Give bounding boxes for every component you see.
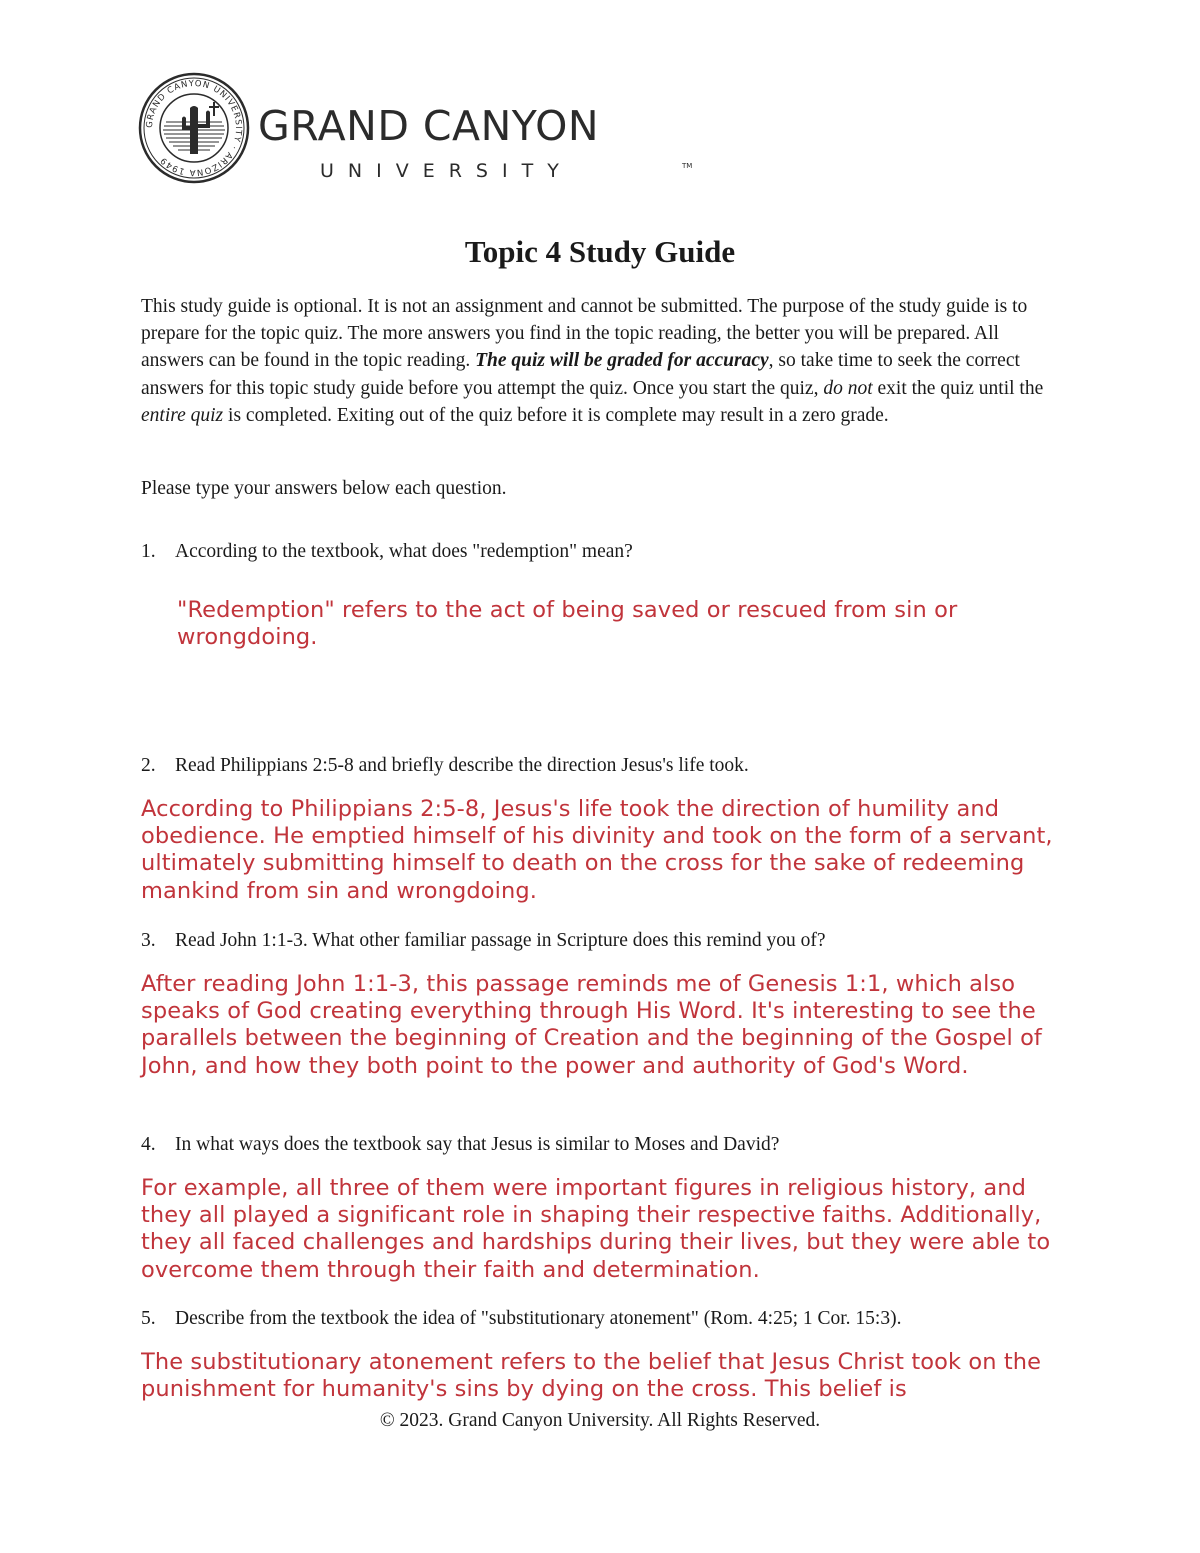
- intro-italic-1: do not: [823, 377, 873, 399]
- question-5: [141, 1305, 1071, 1332]
- answer-1[interactable]: "Redemption" refers to the act of being saved or rescued from sin or wrongdoing.: [177, 597, 958, 651]
- page-title: Topic 4 Study Guide: [464, 234, 736, 269]
- question-text: Read John 1:1-3. What other familiar passage in Scripture does this remind you of?: [175, 930, 826, 951]
- answer-4[interactable]: For example, all three of them were important figures in religious history, and they all played a significant role in shaping their respective faiths. Additionally, they all faced challenges and hardships during their lives, but they were able to overcome them through their faith and determination.: [141, 1175, 1051, 1283]
- question-number: 2.: [141, 755, 156, 776]
- question-number: 5.: [141, 1308, 156, 1329]
- university-seal-icon: [138, 72, 250, 184]
- question-1: [141, 538, 1071, 565]
- university-logo: [138, 72, 693, 184]
- answer-3[interactable]: After reading John 1:1-3, this passage reminds me of Genesis 1:1, which also speaks of God creating everything through His Word. It's interesting to see the parallels between the beginning of Creation and the beginning of the Gospel of John, and how they both point to the power and authority of God's Word.: [141, 971, 1042, 1079]
- svg-text:GRAND CANYON UNIVERSITY · ARIZ: GRAND CANYON UNIVERSITY · ARIZONA 1949: [144, 78, 244, 178]
- question-number: 3.: [141, 930, 156, 951]
- question-4: [141, 1131, 1071, 1158]
- question-number: 4.: [141, 1134, 156, 1155]
- question-text: In what ways does the textbook say that Jesus is similar to Moses and David?: [175, 1134, 780, 1155]
- intro-text-c: exit the quiz until the: [872, 377, 1044, 399]
- copyright-footer: © 2023. Grand Canyon University. All Rights Reserved.: [379, 1410, 821, 1431]
- logo-name-line1: GRAND CANYON: [258, 102, 600, 150]
- intro-paragraph: [141, 293, 1061, 429]
- trademark-mark: TM: [682, 162, 693, 170]
- question-number: 1.: [141, 541, 156, 562]
- question-text: Read Philippians 2:5-8 and briefly describe the direction Jesus's life took.: [175, 755, 749, 776]
- intro-text-b: , so take time to seek the correct answers for this topic study guide before you attempt the quiz. Once you start the quiz,: [141, 350, 1020, 399]
- intro-text-a: This study guide is optional. It is not an assignment and cannot be submitted. The purpose of the study guide is to prepare for the topic quiz. The more answers you find in the topic reading, the better you will be prepared. All answers can be found in the topic reading.: [141, 296, 1028, 372]
- question-text: Describe from the textbook the idea of "substitutionary atonement" (Rom. 4:25; 1 Cor. 15:3).: [175, 1308, 902, 1329]
- intro-italic-2: entire quiz: [141, 404, 224, 426]
- question-2: [141, 752, 1071, 779]
- intro-emphasis: The quiz will be graded for accuracy: [475, 350, 769, 372]
- answer-2[interactable]: According to Philippians 2:5-8, Jesus's life took the direction of humility and obedience. He emptied himself of his divinity and took on the form of a servant, ultimately submitting himself to death on the cross for the sake of redeeming mankind from sin and wrongdoing.: [141, 796, 1053, 904]
- instructions-text: Please type your answers below each question.: [141, 478, 507, 499]
- intro-text-d: is completed. Exiting out of the quiz before it is complete may result in a zero grade.: [223, 404, 889, 426]
- answer-5[interactable]: The substitutionary atonement refers to the belief that Jesus Christ took on the punishment for humanity's sins by dying on the cross. This belief is: [141, 1349, 1042, 1403]
- question-text: According to the textbook, what does "redemption" mean?: [175, 541, 633, 562]
- logo-name-line2: UNIVERSITY: [320, 160, 573, 182]
- question-3: [141, 927, 1071, 954]
